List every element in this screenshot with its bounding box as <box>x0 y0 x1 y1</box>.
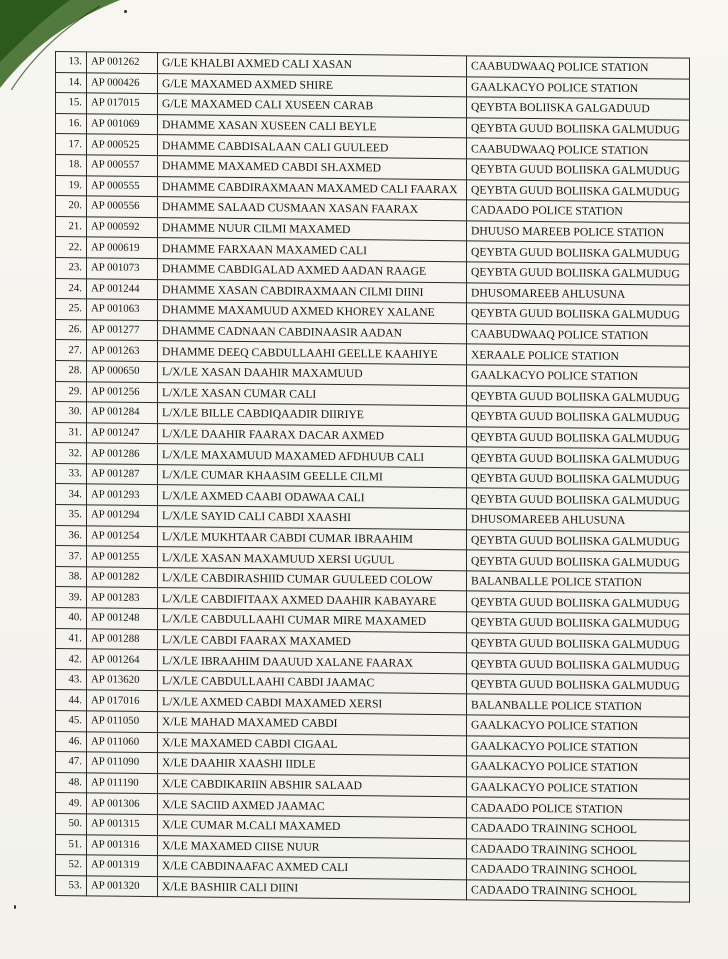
station-cell: BALANBALLE POLICE STATION <box>467 694 690 717</box>
name-cell: DHAMME MAXAMED CABDI SH.AXMED <box>158 156 467 180</box>
name-cell: L/X/LE CABDIRASHIID CUMAR GUULEED COLOW <box>158 567 467 591</box>
name-cell: DHAMME NUUR CILMI MAXAMED <box>158 217 467 241</box>
personnel-table-body <box>56 52 690 903</box>
station-cell: QEYBTA GUUD BOLIISKA GALMUDUG <box>467 303 690 326</box>
station-cell: QEYBTA GUUD BOLIISKA GALMUDUG <box>467 674 690 697</box>
service-id-cell: AP 001293 <box>87 484 158 505</box>
station-cell: DHUSOMAREEB AHLUSUNA <box>467 509 690 532</box>
row-number-cell: 19. <box>56 175 87 196</box>
service-id-cell: AP 001256 <box>87 381 158 402</box>
station-cell: QEYBTA GUUD BOLIISKA GALMUDUG <box>467 406 690 429</box>
name-cell: X/LE MAHAD MAXAMED CABDI <box>158 712 467 736</box>
service-id-cell: AP 001073 <box>87 258 158 279</box>
row-number-cell: 37. <box>56 546 87 567</box>
name-cell: DHAMME CABDIRAXMAAN MAXAMED CALI FAARAX <box>158 176 467 200</box>
station-cell: QEYBTA GUUD BOLIISKA GALMUDUG <box>467 632 690 655</box>
station-cell: DHUUSO MAREEB POLICE STATION <box>467 221 690 244</box>
name-cell: L/X/LE CABDULLAAHI CUMAR MIRE MAXAMED <box>158 609 467 633</box>
row-number-cell: 24. <box>56 278 87 299</box>
row-number-cell: 46. <box>56 731 87 752</box>
service-id-cell: AP 000556 <box>87 196 158 217</box>
name-cell: G/LE MAXAMED CALI XUSEEN CARAB <box>158 94 467 118</box>
service-id-cell: AP 000650 <box>87 361 158 382</box>
name-cell: L/X/LE XASAN CUMAR CALI <box>158 382 467 406</box>
paper-speck <box>124 10 127 13</box>
row-number-cell: 49. <box>56 793 87 814</box>
row-number-cell: 42. <box>56 649 87 670</box>
row-number-cell: 41. <box>56 628 87 649</box>
paper-speck <box>14 905 16 909</box>
row-number-cell: 28. <box>56 360 87 381</box>
station-cell: QEYBTA GUUD BOLIISKA GALMUDUG <box>467 550 690 573</box>
service-id-cell: AP 011060 <box>87 731 158 752</box>
name-cell: DHAMME XASAN CABDIRAXMAAN CILMI DIINI <box>158 279 467 303</box>
name-cell: L/X/LE AXMED CABDI MAXAMED XERSI <box>158 691 467 715</box>
station-cell: CADAADO TRAINING SCHOOL <box>467 838 690 861</box>
name-cell: DHAMME CABDISALAAN CALI GUULEED <box>158 135 467 159</box>
station-cell: QEYBTA GUUD BOLIISKA GALMUDUG <box>467 529 690 552</box>
name-cell: X/LE DAAHIR XAASHI IIDLE <box>158 753 467 777</box>
station-cell: XERAALE POLICE STATION <box>467 344 690 367</box>
station-cell: BALANBALLE POLICE STATION <box>467 571 690 594</box>
service-id-cell: AP 000426 <box>87 72 158 93</box>
name-cell: L/X/LE AXMED CAABI ODAWAA CALI <box>158 485 467 509</box>
service-id-cell: AP 001316 <box>87 834 158 855</box>
name-cell: L/X/LE CABDULLAAHI CABDI JAAMAC <box>158 670 467 694</box>
station-cell: CADAADO TRAINING SCHOOL <box>467 818 690 841</box>
service-id-cell: AP 001254 <box>87 525 158 546</box>
service-id-cell: AP 000557 <box>87 155 158 176</box>
service-id-cell: AP 001244 <box>87 278 158 299</box>
row-number-cell: 47. <box>56 752 87 773</box>
row-number-cell: 44. <box>56 690 87 711</box>
service-id-cell: AP 001294 <box>87 505 158 526</box>
name-cell: G/LE MAXAMED AXMED SHIRE <box>158 73 467 97</box>
station-cell: CADAADO POLICE STATION <box>467 797 690 820</box>
name-cell: L/X/LE CABDI FAARAX MAXAMED <box>158 629 467 653</box>
service-id-cell: AP 001247 <box>87 423 158 444</box>
service-id-cell: AP 001306 <box>87 793 158 814</box>
personnel-table <box>55 51 690 903</box>
station-cell: QEYBTA GUUD BOLIISKA GALMUDUG <box>467 241 690 264</box>
service-id-cell: AP 000555 <box>87 175 158 196</box>
service-id-cell: AP 017016 <box>87 690 158 711</box>
service-id-cell: AP 001262 <box>87 52 158 73</box>
service-id-cell: AP 001263 <box>87 340 158 361</box>
service-id-cell: AP 001248 <box>87 608 158 629</box>
station-cell: QEYBTA GUUD BOLIISKA GALMUDUG <box>467 653 690 676</box>
name-cell: DHAMME SALAAD CUSMAAN XASAN FAARAX <box>158 197 467 221</box>
name-cell: X/LE CUMAR M.CALI MAXAMED <box>158 815 467 839</box>
name-cell: L/X/LE XASAN DAAHIR MAXAMUUD <box>158 361 467 385</box>
row-number-cell: 23. <box>56 257 87 278</box>
row-number-cell: 34. <box>56 484 87 505</box>
row-number-cell: 13. <box>56 52 87 73</box>
station-cell: GAALKACYO POLICE STATION <box>467 715 690 738</box>
station-cell: QEYBTA GUUD BOLIISKA GALMUDUG <box>467 426 690 449</box>
row-number-cell: 40. <box>56 608 87 629</box>
row-number-cell: 17. <box>56 134 87 155</box>
name-cell: X/LE CABDIKARIIN ABSHIR SALAAD <box>158 773 467 797</box>
row-number-cell: 32. <box>56 443 87 464</box>
service-id-cell: AP 013620 <box>87 670 158 691</box>
service-id-cell: AP 011090 <box>87 752 158 773</box>
row-number-cell: 25. <box>56 299 87 320</box>
name-cell: L/X/LE DAAHIR FAARAX DACAR AXMED <box>158 423 467 447</box>
row-number-cell: 15. <box>56 93 87 114</box>
service-id-cell: AP 001069 <box>87 114 158 135</box>
name-cell: L/X/LE XASAN MAXAMUUD XERSI UGUUL <box>158 547 467 571</box>
service-id-cell: AP 001282 <box>87 567 158 588</box>
station-cell: QEYBTA GUUD BOLIISKA GALMUDUG <box>467 612 690 635</box>
station-cell: GAALKACYO POLICE STATION <box>467 365 690 388</box>
name-cell: DHAMME MAXAMUUD AXMED KHOREY XALANE <box>158 300 467 324</box>
name-cell: L/X/LE CUMAR KHAASIM GEELLE CILMI <box>158 464 467 488</box>
name-cell: DHAMME CABDIGALAD AXMED AADAN RAAGE <box>158 259 467 283</box>
station-cell: QEYBTA GUUD BOLIISKA GALMUDUG <box>467 488 690 511</box>
station-cell: QEYBTA GUUD BOLIISKA GALMUDUG <box>467 385 690 408</box>
row-number-cell: 38. <box>56 566 87 587</box>
station-cell: CADAADO TRAINING SCHOOL <box>467 880 690 903</box>
service-id-cell: AP 001287 <box>87 464 158 485</box>
name-cell: L/X/LE MAXAMUUD MAXAMED AFDHUUB CALI <box>158 444 467 468</box>
row-number-cell: 26. <box>56 319 87 340</box>
station-cell: QEYBTA GUUD BOLIISKA GALMUDUG <box>467 179 690 202</box>
station-cell: QEYBTA BOLIISKA GALGADUUD <box>467 97 690 120</box>
row-number-cell: 21. <box>56 216 87 237</box>
station-cell: GAALKACYO POLICE STATION <box>467 777 690 800</box>
service-id-cell: AP 000619 <box>87 237 158 258</box>
name-cell: L/X/LE MUKHTAAR CABDI CUMAR IBRAAHIM <box>158 526 467 550</box>
name-cell: L/X/LE IBRAAHIM DAAUUD XALANE FAARAX <box>158 650 467 674</box>
name-cell: X/LE BASHIIR CALI DIINI <box>158 876 467 900</box>
row-number-cell: 30. <box>56 402 87 423</box>
service-id-cell: AP 000592 <box>87 217 158 238</box>
service-id-cell: AP 011050 <box>87 711 158 732</box>
station-cell: QEYBTA GUUD BOLIISKA GALMUDUG <box>467 118 690 141</box>
service-id-cell: AP 000525 <box>87 134 158 155</box>
station-cell: QEYBTA GUUD BOLIISKA GALMUDUG <box>467 159 690 182</box>
station-cell: GAALKACYO POLICE STATION <box>467 756 690 779</box>
service-id-cell: AP 001284 <box>87 402 158 423</box>
name-cell: L/X/LE BILLE CABDIQAADIR DIIRIYE <box>158 403 467 427</box>
row-number-cell: 18. <box>56 154 87 175</box>
name-cell: G/LE KHALBI AXMED CALI XASAN <box>158 53 467 77</box>
row-number-cell: 36. <box>56 525 87 546</box>
station-cell: CADAADO POLICE STATION <box>467 200 690 223</box>
row-number-cell: 48. <box>56 772 87 793</box>
station-cell: CAABUDWAAQ POLICE STATION <box>467 56 690 79</box>
service-id-cell: AP 017015 <box>87 93 158 114</box>
row-number-cell: 27. <box>56 340 87 361</box>
name-cell: DHAMME CADNAAN CABDINAASIR AADAN <box>158 320 467 344</box>
service-id-cell: AP 001319 <box>87 855 158 876</box>
row-number-cell: 51. <box>56 834 87 855</box>
station-cell: GAALKACYO POLICE STATION <box>467 76 690 99</box>
service-id-cell: AP 001288 <box>87 628 158 649</box>
name-cell: L/X/LE CABDIFITAAX AXMED DAAHIR KABAYARE <box>158 588 467 612</box>
service-id-cell: AP 001063 <box>87 299 158 320</box>
station-cell: QEYBTA GUUD BOLIISKA GALMUDUG <box>467 468 690 491</box>
row-number-cell: 20. <box>56 196 87 217</box>
name-cell: X/LE MAXAMED CABDI CIGAAL <box>158 732 467 756</box>
row-number-cell: 43. <box>56 669 87 690</box>
name-cell: DHAMME DEEQ CABDULLAAHI GEELLE KAAHIYE <box>158 341 467 365</box>
service-id-cell: AP 001255 <box>87 546 158 567</box>
service-id-cell: AP 011190 <box>87 773 158 794</box>
service-id-cell: AP 001315 <box>87 814 158 835</box>
row-number-cell: 39. <box>56 587 87 608</box>
row-number-cell: 16. <box>56 113 87 134</box>
station-cell: QEYBTA GUUD BOLIISKA GALMUDUG <box>467 591 690 614</box>
station-cell: CAABUDWAAQ POLICE STATION <box>467 138 690 161</box>
name-cell: X/LE SACIID AXMED JAAMAC <box>158 794 467 818</box>
row-number-cell: 35. <box>56 505 87 526</box>
name-cell: X/LE MAXAMED CIISE NUUR <box>158 835 467 859</box>
name-cell: DHAMME XASAN XUSEEN CALI BEYLE <box>158 114 467 138</box>
station-cell: QEYBTA GUUD BOLIISKA GALMUDUG <box>467 262 690 285</box>
name-cell: X/LE CABDINAAFAC AXMED CALI <box>158 856 467 880</box>
service-id-cell: AP 001264 <box>87 649 158 670</box>
service-id-cell: AP 001286 <box>87 443 158 464</box>
service-id-cell: AP 001283 <box>87 587 158 608</box>
row-number-cell: 53. <box>56 875 87 896</box>
row-number-cell: 14. <box>56 72 87 93</box>
station-cell: DHUSOMAREEB AHLUSUNA <box>467 282 690 305</box>
row-number-cell: 29. <box>56 381 87 402</box>
station-cell: GAALKACYO POLICE STATION <box>467 735 690 758</box>
row-number-cell: 45. <box>56 711 87 732</box>
row-number-cell: 31. <box>56 422 87 443</box>
name-cell: DHAMME FARXAAN MAXAMED CALI <box>158 238 467 262</box>
service-id-cell: AP 001320 <box>87 876 158 897</box>
row-number-cell: 33. <box>56 463 87 484</box>
row-number-cell: 52. <box>56 855 87 876</box>
service-id-cell: AP 001277 <box>87 320 158 341</box>
station-cell: CAABUDWAAQ POLICE STATION <box>467 324 690 347</box>
station-cell: CADAADO TRAINING SCHOOL <box>467 859 690 882</box>
row-number-cell: 22. <box>56 237 87 258</box>
station-cell: QEYBTA GUUD BOLIISKA GALMUDUG <box>467 447 690 470</box>
row-number-cell: 50. <box>56 813 87 834</box>
name-cell: L/X/LE SAYID CALI CABDI XAASHI <box>158 506 467 530</box>
